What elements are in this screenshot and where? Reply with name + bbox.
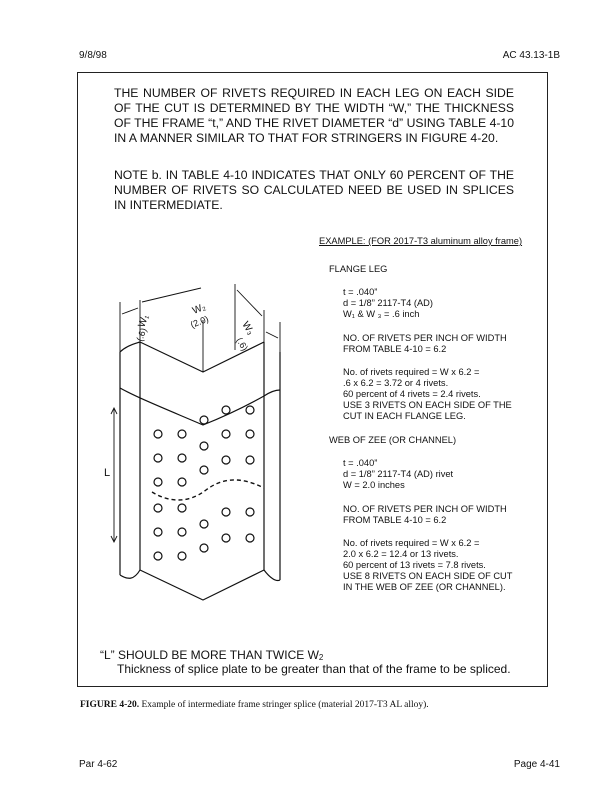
- header-doc-id: AC 43.13-1B: [502, 50, 560, 61]
- flange-diameter: d = 1/8” 2117-T4 (AD): [343, 298, 433, 308]
- w3-value: (.6): [234, 335, 250, 353]
- footer-page-number: Page 4-41: [513, 759, 560, 770]
- flange-calc-line-2: .6 x 6.2 = 3.72 or 4 rivets.: [343, 378, 449, 388]
- body-paragraph-2: NOTE b. IN TABLE 4-10 INDICATES THAT ONLY 60 PERCENT OF THE NUMBER OF RIVETS SO CALCULATED NEED BE USED IN SPLICES IN INTERMEDIATE.: [114, 168, 514, 212]
- header-date: 9/8/98: [79, 50, 107, 61]
- flange-width: W₁ & W ₃ = .6 inch: [343, 309, 420, 319]
- w1-label: W₁: [136, 313, 152, 330]
- flange-table-line-1: NO. OF RIVETS PER INCH OF WIDTH: [343, 333, 507, 343]
- figure-label: FIGURE 4-20.: [80, 700, 140, 710]
- flange-calc-line-1: No. of rivets required = W x 6.2 =: [343, 367, 480, 377]
- footer-paragraph: Par 4-62: [79, 759, 118, 770]
- dimension-labels: [104, 302, 256, 479]
- flange-calc-line-5: CUT IN EACH FLANGE LEG.: [343, 411, 466, 421]
- l-rule-subscript: 2: [318, 653, 324, 662]
- web-width: W = 2.0 inches: [343, 480, 405, 490]
- flange-calc-line-4: USE 3 RIVETS ON EACH SIDE OF THE: [343, 400, 512, 410]
- web-heading: WEB OF ZEE (OR CHANNEL): [329, 435, 457, 445]
- web-calc-line-2: 2.0 x 6.2 = 12.4 or 13 rivets.: [343, 549, 459, 559]
- web-table-line-1: NO. OF RIVETS PER INCH OF WIDTH: [343, 504, 507, 514]
- web-calc-line-1: No. of rivets required = W x 6.2 =: [343, 538, 480, 548]
- splice-drawing: [104, 280, 290, 622]
- body-paragraph-1: THE NUMBER OF RIVETS REQUIRED IN EACH LEG ON EACH SIDE OF THE CUT IS DETERMINED BY THE WIDTH “W,” THE THICKNESS OF THE FRAME “t,” AND THE RIVET DIAMETER “d” USING TABLE 4-10 IN A MANNER SIMILAR TO THAT FOR STRINGERS IN FIGURE 4-20.: [114, 86, 514, 145]
- l-rule-text: “L” SHOULD BE MORE THAN TWICE W: [100, 648, 319, 662]
- w3-label: W₃: [239, 319, 256, 338]
- rivet-pattern: [154, 406, 254, 560]
- web-calc-line-5: IN THE WEB OF ZEE (OR CHANNEL).: [343, 582, 506, 592]
- web-calc-line-3: 60 percent of 13 rivets = 7.8 rivets.: [343, 560, 486, 570]
- web-thickness: t = .040”: [343, 458, 378, 468]
- figure-caption-text: Example of intermediate frame stringer splice (material 2017-T3 AL alloy).: [139, 700, 429, 710]
- web-calc-line-4: USE 8 RIVETS ON EACH SIDE OF CUT: [343, 571, 513, 581]
- thickness-note: Thickness of splice plate to be greater than that of the frame to be spliced.: [117, 662, 511, 676]
- web-diameter: d = 1/8” 2117-T4 (AD) rivet: [343, 469, 454, 479]
- web-table-line-2: FROM TABLE 4-10 = 6.2: [343, 515, 447, 525]
- flange-heading: FLANGE LEG: [329, 264, 388, 274]
- flange-calc-line-3: 60 percent of 4 rivets = 2.4 rivets.: [343, 389, 481, 399]
- example-title: EXAMPLE: (FOR 2017-T3 aluminum alloy frame): [319, 236, 523, 246]
- flange-thickness: t = .040”: [343, 287, 378, 297]
- flange-table-line-2: FROM TABLE 4-10 = 6.2: [343, 344, 447, 354]
- figure-caption: [80, 700, 429, 710]
- cut-line: [152, 480, 264, 500]
- w1-value: (.6): [134, 326, 149, 343]
- w2-value: (2.0): [189, 313, 210, 330]
- l-rule-note: [100, 648, 323, 662]
- w2-label: W₂: [191, 301, 208, 317]
- l-label: L: [104, 467, 111, 479]
